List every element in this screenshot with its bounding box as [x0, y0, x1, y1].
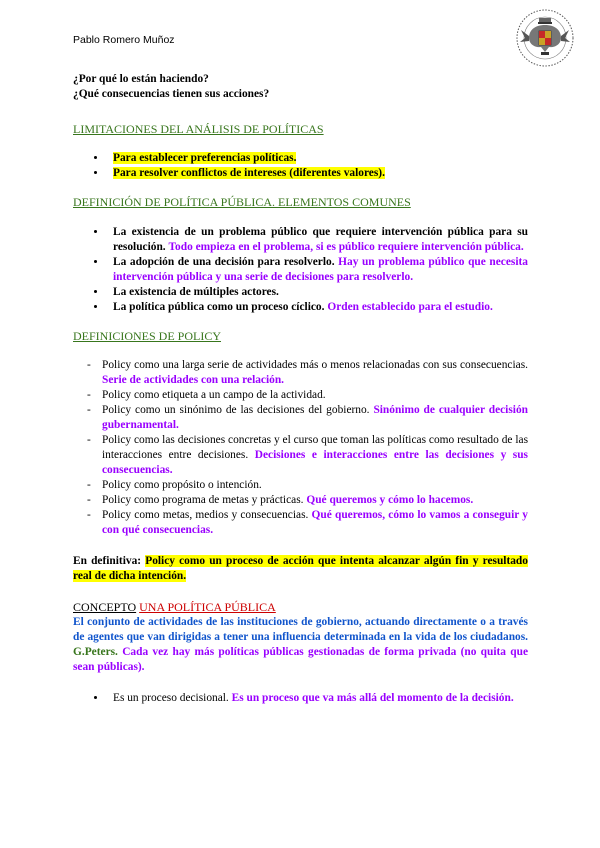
policy-list [73, 358, 528, 538]
list-item: - Policy como metas, medios y consecuencias. Qué queremos, cómo lo vamos a conseguir y con qué consecuencias. [91, 508, 528, 538]
limitaciones-list [73, 151, 528, 181]
university-seal-icon [515, 8, 575, 68]
list-item: - Policy como un sinónimo de las decisiones del gobierno. Sinónimo de cualquier decisión gubernamental. [91, 403, 528, 433]
intro-question-1: ¿Por qué lo están haciendo? [73, 73, 209, 85]
heading-policy: DEFINICIONES DE POLICY [73, 329, 221, 343]
list-item: • Es un proceso decisional. Es un proceso que va más allá del momento de la decisión. [107, 691, 528, 706]
heading-limitaciones: LIMITACIONES DEL ANÁLISIS DE POLÍTICAS [73, 122, 324, 136]
definicion-list [73, 225, 528, 315]
list-item: • La política pública como un proceso cíclico. Orden establecido para el estudio. [107, 300, 528, 315]
concepto-list [73, 691, 528, 706]
heading-definicion: DEFINICIÓN DE POLÍTICA PÚBLICA. ELEMENTOS COMUNES [73, 195, 411, 209]
list-item: • Para establecer preferencias políticas. [107, 151, 528, 166]
list-item: - Policy como etiqueta a un campo de la actividad. [91, 388, 528, 403]
intro-question-2: ¿Qué consecuencias tienen sus acciones? [73, 88, 270, 100]
list-item: • La adopción de una decisión para resolverlo. Hay un problema público que necesita intervención pública y una serie de decisiones para resolverlo. [107, 255, 528, 285]
heading-concepto: CONCEPTO UNA POLÍTICA PÚBLICA [73, 600, 276, 614]
list-item: - Policy como las decisiones concretas y el curso que toman las políticas como resultado de las interacciones entre decisiones. Decisiones e interacciones entre las decisiones y sus consecuencias. [91, 433, 528, 478]
list-item: • La existencia de múltiples actores. [107, 285, 528, 300]
definitiva-paragraph: En definitiva: Policy como un proceso de acción que intenta alcanzar algún fin y resultado real de dicha intención. [73, 555, 528, 582]
list-item: • Para resolver conflictos de intereses (diferentes valores). [107, 166, 528, 181]
list-item: - Policy como programa de metas y prácticas. Qué queremos y cómo lo hacemos. [91, 493, 528, 508]
list-item: - Policy como una larga serie de actividades más o menos relacionadas con sus consecuencias. Serie de actividades con una relación. [91, 358, 528, 388]
list-item: - Policy como propósito o intención. [91, 478, 528, 493]
author-name: Pablo Romero Muñoz [73, 34, 175, 46]
list-item: • La existencia de un problema público que requiere intervención pública para su resolución. Todo empieza en el problema, si es público requiere intervención pública. [107, 225, 528, 255]
concepto-paragraph: El conjunto de actividades de las instituciones de gobierno, actuando directamente o a través de agentes que van dirigidas a tener una influencia determinada en la vida de los ciudadanos. G.Peters. Cada vez hay más políticas públicas gestionadas de forma privada (no quita que sean públicas). [73, 616, 528, 673]
